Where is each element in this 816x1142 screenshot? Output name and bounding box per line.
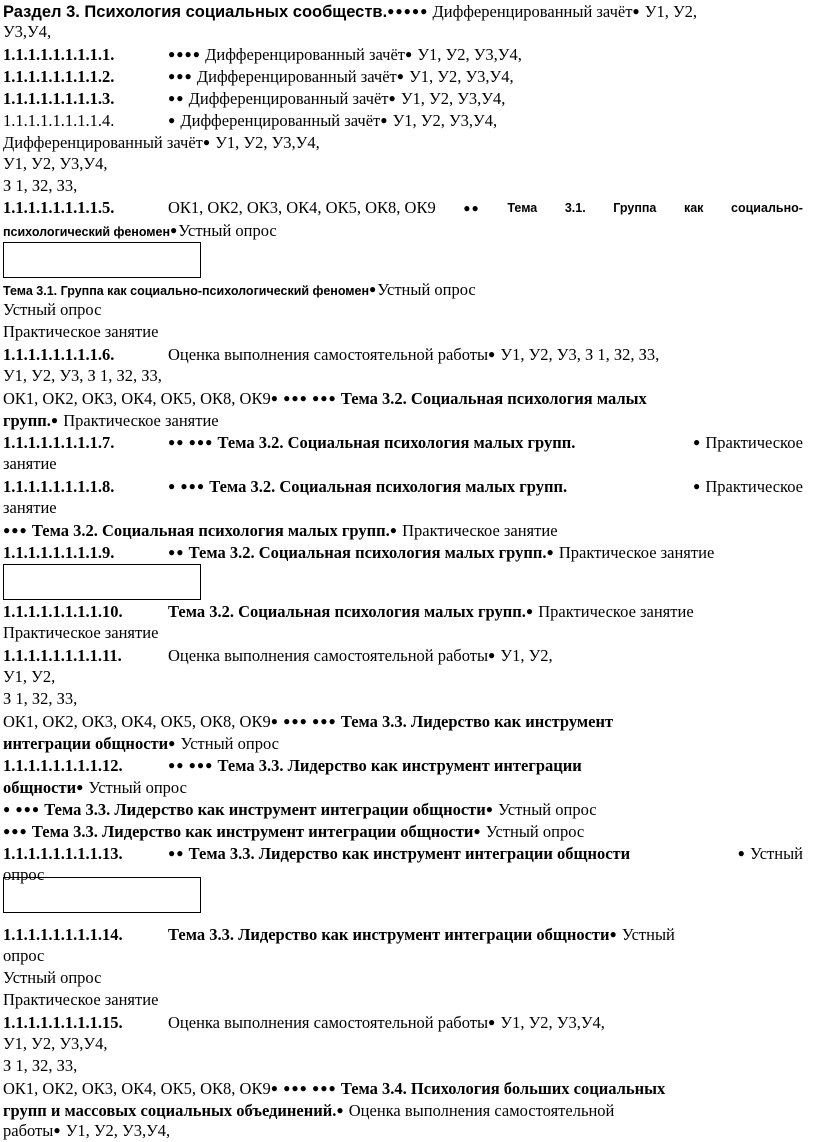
skills-continuation: У3,У4, — [3, 22, 52, 41]
topic-title: Тема 3.3. Лидерство как инструмент интеграции — [217, 756, 582, 775]
row-number: 1.1.1.1.1.1.1.1.11. — [3, 646, 122, 665]
bullet-icon — [168, 431, 176, 453]
bullet-icon — [328, 710, 336, 732]
bullet-icon — [320, 710, 328, 732]
bullet-icon — [397, 65, 405, 87]
topic-title: Тема 3.3. Лидерство как инструмент интеграции общности — [44, 800, 486, 819]
bullet-icon — [300, 387, 308, 409]
topic-title: Тема 3.2. Социальная психология малых групп. — [168, 602, 526, 621]
activity-line: Устный опрос — [3, 968, 102, 987]
topic-word: социально- — [731, 201, 803, 215]
section-heading-line — [3, 0, 697, 22]
empty-box — [3, 242, 201, 278]
bullet-icon — [320, 387, 328, 409]
bullet-icon — [271, 387, 279, 409]
bullet-icon — [51, 409, 59, 431]
row-12-repeat — [3, 798, 597, 820]
bullet-icon — [547, 541, 555, 563]
bullet-icon — [336, 1099, 344, 1121]
bullet-icon — [189, 754, 197, 776]
row-number: 1.1.1.1.1.1.1.1.5. — [3, 198, 115, 217]
activity-continuation: опрос — [3, 946, 45, 965]
bullet-icon — [176, 87, 184, 109]
activity-type: Практическое занятие — [558, 543, 715, 562]
bullet-icon — [488, 644, 496, 666]
topic-title: психологический феномен — [3, 225, 171, 239]
topic-title: Тема 3.2. Социальная психология малых групп. — [188, 543, 547, 562]
activity-type: Практическое — [705, 477, 803, 496]
bullet-icon — [168, 43, 176, 65]
assessment-type: Дифференцированный зачёт — [196, 67, 397, 86]
row-15-continuation — [3, 1077, 665, 1099]
assessment-type: Оценка выполнения самостоятельной работы — [168, 646, 489, 665]
row-number: 1.1.1.1.1.1.1.1.14. — [3, 925, 123, 944]
competence-list: ОК1, ОК2, ОК3, ОК4, ОК5, ОК8, ОК9 — [3, 1079, 271, 1098]
row-number: 1.1.1.1.1.1.1.1.10. — [3, 602, 123, 621]
activity-continuation: занятие — [3, 498, 57, 517]
row-4 — [3, 109, 497, 131]
bullet-icon — [205, 754, 213, 776]
bullet-icon — [420, 0, 428, 22]
row-number: 1.1.1.1.1.1.1.1.3. — [3, 89, 115, 108]
topic-title: Тема 3.2. Социальная психология малых — [340, 389, 647, 408]
bullet-icon — [320, 1077, 328, 1099]
skills-list: У1, У2, У3,У4, — [392, 111, 498, 130]
activity-line: Практическое занятие — [3, 322, 159, 341]
skills-list: У1, У2, У3, З 1, З2, З3, — [500, 345, 660, 364]
row-15-topic-end — [3, 1099, 614, 1121]
bullet-icon — [20, 820, 28, 842]
bullet-icon — [3, 820, 11, 842]
topic-3-1-line — [3, 278, 476, 300]
row-number: 1.1.1.1.1.1.1.1.8. — [3, 477, 115, 496]
bullet-icon — [193, 43, 201, 65]
row-number: 1.1.1.1.1.1.1.1.15. — [3, 1013, 123, 1032]
activity-type: Устный — [621, 925, 675, 944]
activity-type: Устный опрос — [178, 221, 277, 240]
assessment-type: Дифференцированный зачёт — [432, 2, 633, 21]
bullet-icon — [168, 475, 176, 497]
bullet-icon — [472, 197, 480, 219]
row-number: 1.1.1.1.1.1.1.1.13. — [3, 844, 123, 863]
activity-continuation: занятие — [3, 454, 57, 473]
topic-title: Тема 3.3. Лидерство как инструмент — [340, 712, 614, 731]
topic-title: Тема 3.3. Лидерство как инструмент интеграции общности — [188, 844, 631, 863]
topic-title: групп и массовых социальных объединений. — [3, 1101, 337, 1120]
row-11-topic-end — [3, 732, 279, 754]
topic-word: как — [683, 201, 704, 215]
activity-type: Устный опрос — [377, 280, 476, 299]
activity-line: Практическое занятие — [3, 623, 159, 642]
row-15-final — [3, 1119, 170, 1141]
skills-list: У1, У2, У3,У4, — [400, 89, 506, 108]
knowledge-line: З 1, З2, З3, — [3, 689, 78, 708]
skills-list: У1, У2, У3,У4, — [500, 1013, 605, 1032]
assessment-type: Оценка выполнения самостоятельной — [348, 1101, 615, 1120]
bullet-icon — [405, 43, 413, 65]
bullet-icon — [197, 754, 205, 776]
topic-title: Тема 3.2. Социальная психология малых групп. — [217, 433, 576, 452]
row-14 — [3, 923, 675, 945]
bullet-icon — [168, 65, 176, 87]
topic-word: Тема — [507, 201, 538, 215]
row-number: 1.1.1.1.1.1.1.1.9. — [3, 543, 115, 562]
knowledge-line: З 1, З2, З3, — [3, 176, 78, 195]
competence-list: ОК1, ОК2, ОК3, ОК4, ОК5, ОК8, ОК9 — [3, 712, 271, 731]
bullet-icon — [176, 431, 184, 453]
bullet-icon — [486, 798, 494, 820]
row-6-topic-end — [3, 409, 219, 431]
assessment-type: Дифференцированный зачёт — [205, 45, 405, 64]
bullet-icon — [197, 431, 205, 453]
bullet-icon — [693, 431, 701, 453]
row-6 — [3, 343, 659, 365]
activity-line: Устный опрос — [3, 300, 102, 319]
bullet-icon — [180, 475, 188, 497]
bullet-icon — [632, 0, 640, 22]
row-number: 1.1.1.1.1.1.1.1.1. — [3, 45, 115, 64]
bullet-icon — [387, 0, 395, 22]
knowledge-line: З 1, З2, З3, — [3, 1056, 78, 1075]
bullet-icon — [32, 798, 40, 820]
bullet-icon — [463, 197, 471, 219]
bullet-icon — [203, 131, 211, 153]
activity-type: Устный опрос — [88, 778, 187, 797]
bullet-icon — [312, 1077, 320, 1099]
activity-type: Устный опрос — [498, 800, 597, 819]
skills-line: У1, У2, У3,У4, — [3, 1034, 108, 1053]
bullet-icon — [189, 475, 197, 497]
skills-list: У1, У2, У3,У4, — [417, 45, 522, 64]
bullet-icon — [11, 519, 19, 541]
bullet-icon — [693, 475, 701, 497]
bullet-icon — [176, 65, 184, 87]
bullet-icon — [300, 710, 308, 732]
row-7 — [3, 431, 803, 453]
bullet-icon — [291, 387, 299, 409]
activity-type: Практическое занятие — [538, 602, 694, 621]
skills-list: У1, У2, У3,У4, — [65, 1121, 171, 1140]
activity-type: Устный — [750, 844, 803, 863]
skills-list: У1, У2, У3,У4, — [215, 133, 320, 152]
bullet-icon — [168, 87, 176, 109]
bullet-icon — [390, 519, 398, 541]
bullet-icon — [3, 519, 11, 541]
assessment-type: Оценка выполнения самостоятельной работы — [168, 345, 489, 364]
row-15 — [3, 1011, 605, 1033]
row-number: 1.1.1.1.1.1.1.1.7. — [3, 433, 115, 452]
row-8-repeat — [3, 519, 558, 541]
row-12-repeat — [3, 820, 584, 842]
bullet-icon — [404, 0, 412, 22]
bullet-icon — [380, 109, 388, 131]
activity-type: Практическое — [705, 433, 803, 452]
bullet-icon — [291, 1077, 299, 1099]
skills-list: У1, У2, — [500, 646, 553, 665]
row-9 — [3, 541, 714, 563]
row-8 — [3, 475, 803, 497]
bullet-icon — [271, 710, 279, 732]
bullet-icon — [176, 842, 184, 864]
bullet-icon — [53, 1119, 61, 1141]
row-4-continuation — [3, 131, 320, 153]
activity-type: Устный опрос — [485, 822, 585, 841]
empty-box — [3, 877, 201, 913]
bullet-icon — [610, 923, 618, 945]
row-3 — [3, 87, 505, 109]
row-12-continuation — [3, 776, 187, 798]
bullet-icon — [526, 600, 534, 622]
row-13 — [3, 842, 803, 864]
bullet-icon — [300, 1077, 308, 1099]
skills-line: У1, У2, У3,У4, — [3, 154, 108, 173]
topic-title: Тема 3.2. Социальная психология малых групп. — [31, 521, 390, 540]
topic-title: групп. — [3, 411, 51, 430]
topic-word: Группа — [613, 201, 657, 215]
bullet-icon — [11, 820, 19, 842]
activity-continuation: опрос — [3, 865, 45, 884]
assessment-type: Оценка выполнения самостоятельной работы — [168, 1013, 489, 1032]
bullet-icon — [312, 387, 320, 409]
row-10 — [3, 600, 694, 622]
bullet-icon — [395, 0, 403, 22]
bullet-icon — [76, 776, 84, 798]
bullet-icon — [168, 842, 176, 864]
bullet-icon — [189, 431, 197, 453]
row-12 — [3, 754, 582, 776]
bullet-icon — [168, 754, 176, 776]
topic-title: Тема 3.3. Лидерство как инструмент интеграции общности — [168, 925, 610, 944]
competence-list: ОК1, ОК2, ОК3, ОК4, ОК5, ОК8, ОК9 — [3, 389, 271, 408]
activity-type: Устный опрос — [180, 734, 279, 753]
bullet-icon — [24, 798, 32, 820]
topic-title: Тема 3.1. Группа как социально-психологический феномен — [3, 284, 370, 298]
bullet-icon — [185, 65, 193, 87]
competence-list: ОК1, ОК2, ОК3, ОК4, ОК5, ОК8, ОК9 — [168, 198, 436, 217]
row-1 — [3, 43, 522, 65]
row-5-continuation — [3, 219, 277, 241]
row-5 — [3, 197, 803, 219]
bullet-icon — [176, 541, 184, 563]
row-number: 1.1.1.1.1.1.1.1.2. — [3, 67, 115, 86]
topic-title: Тема 3.4. Психология больших социальных — [340, 1079, 666, 1098]
bullet-icon — [283, 1077, 291, 1099]
bullet-icon — [473, 820, 481, 842]
row-2 — [3, 65, 514, 87]
bullet-icon — [328, 1077, 336, 1099]
topic-title: Тема 3.3. Лидерство как инструмент интеграции общности — [31, 822, 474, 841]
activity-type: Практическое занятие — [402, 521, 558, 540]
row-number: 1.1.1.1.1.1.1.1.12. — [3, 756, 123, 775]
activity-type: Практическое занятие — [63, 411, 219, 430]
row-number: 1.1.1.1.1.1.1.1.4. — [3, 111, 115, 130]
bullet-icon — [20, 519, 28, 541]
empty-box — [3, 564, 201, 600]
assessment-type: работы — [3, 1121, 54, 1140]
bullet-icon — [176, 754, 184, 776]
row-11-continuation — [3, 710, 613, 732]
bullet-icon — [488, 343, 496, 365]
bullet-icon — [291, 710, 299, 732]
bullet-icon — [488, 1011, 496, 1033]
bullet-icon — [168, 109, 176, 131]
bullet-icon — [168, 541, 176, 563]
assessment-type: Дифференцированный зачёт — [180, 111, 381, 130]
row-11 — [3, 644, 553, 666]
bullet-icon — [168, 732, 176, 754]
topic-title: Тема 3.2. Социальная психология малых групп. — [209, 477, 568, 496]
bullet-icon — [176, 43, 184, 65]
bullet-icon — [738, 842, 746, 864]
assessment-type: Дифференцированный зачёт — [188, 89, 389, 108]
section-heading: Раздел 3. Психология социальных сообществ. — [3, 3, 388, 21]
activity-line: Практическое занятие — [3, 990, 159, 1009]
row-number: 1.1.1.1.1.1.1.1.6. — [3, 345, 115, 364]
bullet-icon — [185, 43, 193, 65]
bullet-icon — [3, 798, 11, 820]
bullet-icon — [271, 1077, 279, 1099]
skills-list: У1, У2, — [644, 2, 698, 21]
bullet-icon — [15, 798, 23, 820]
topic-title: интеграции общности — [3, 734, 169, 753]
topic-title: общности — [3, 778, 77, 797]
bullet-icon — [312, 710, 320, 732]
skills-line: У1, У2, У3, З 1, З2, З3, — [3, 366, 162, 385]
bullet-icon — [283, 387, 291, 409]
bullet-icon — [205, 431, 213, 453]
row-6-continuation — [3, 387, 647, 409]
skills-list: У1, У2, У3,У4, — [409, 67, 514, 86]
assessment-type: Дифференцированный зачёт — [3, 133, 203, 152]
bullet-icon — [328, 387, 336, 409]
skills-line: У1, У2, — [3, 667, 56, 686]
bullet-icon — [197, 475, 205, 497]
topic-word: 3.1. — [564, 201, 586, 215]
bullet-icon — [283, 710, 291, 732]
bullet-icon — [412, 0, 420, 22]
bullet-icon — [389, 87, 397, 109]
